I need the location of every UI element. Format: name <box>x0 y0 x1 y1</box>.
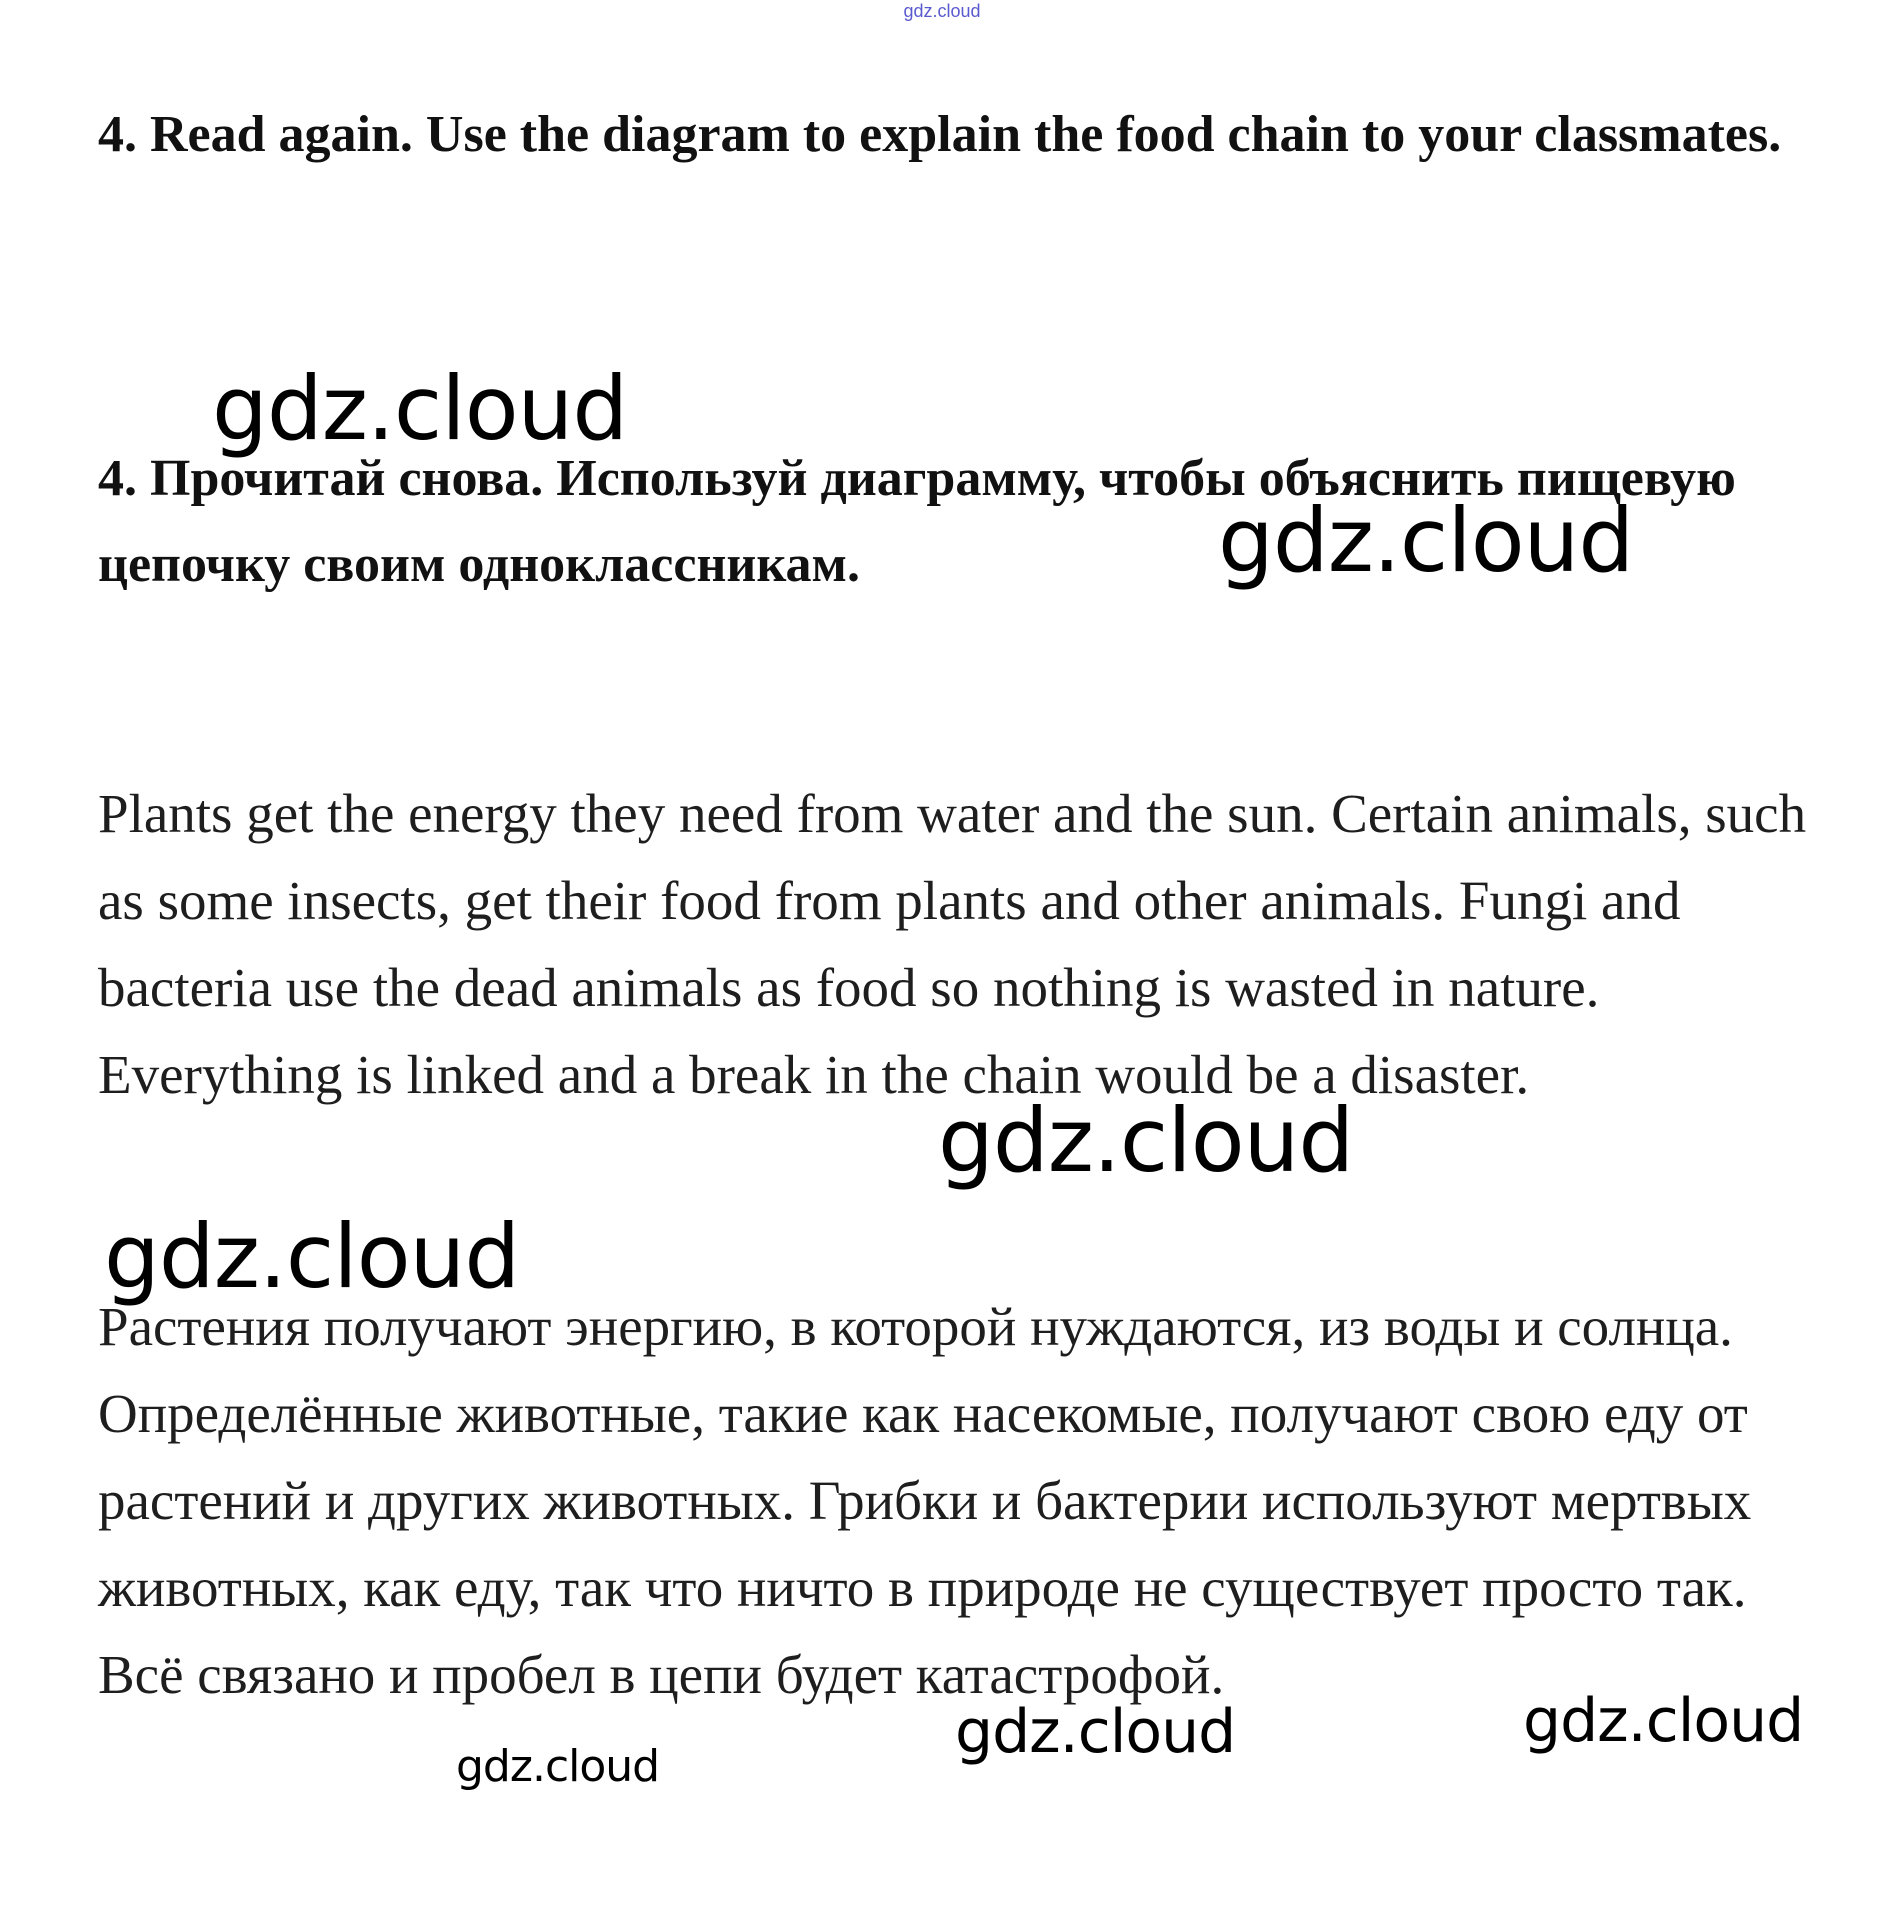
watermark-logo: gdz.cloud <box>104 1205 520 1308</box>
answer-paragraph-english: Plants get the energy they need from water and the sun. Certain animals, such as some insects, get their food from plants and other animals. Fungi and bacteria use the dead animals as food so nothing is wasted in nature. Everything is linked and a break in the chain would be a disaster. <box>98 783 1807 1105</box>
top-watermark: gdz.cloud <box>903 1 981 21</box>
watermark-logo: gdz.cloud <box>938 1089 1354 1192</box>
watermark-logo: gdz.cloud <box>1218 489 1634 592</box>
watermark-logo: gdz.cloud <box>955 1697 1236 1767</box>
watermark-logo: gdz.cloud <box>212 357 628 460</box>
task-heading-english: 4. Read again. Use the diagram to explain the food chain to your classmates. <box>98 106 1782 163</box>
watermark-logo: gdz.cloud <box>456 1741 660 1792</box>
answer-paragraph-russian: Растения получают энергию, в которой нуждаются, из воды и солнца. Определённые животные, такие как насекомые, получают свою еду от растений и других животных. Грибки и бактерии используют мертвых животных, как еду, так что ничто в природе не существует просто так. Всё связано и пробел в цепи будет катастрофой. <box>98 1296 1752 1705</box>
watermark-logo: gdz.cloud <box>1523 1686 1804 1756</box>
task-heading-russian: 4. Прочитай снова. Используй диаграмму, чтобы объяснить пищевую цепочку своим одноклассникам. <box>98 450 1736 593</box>
